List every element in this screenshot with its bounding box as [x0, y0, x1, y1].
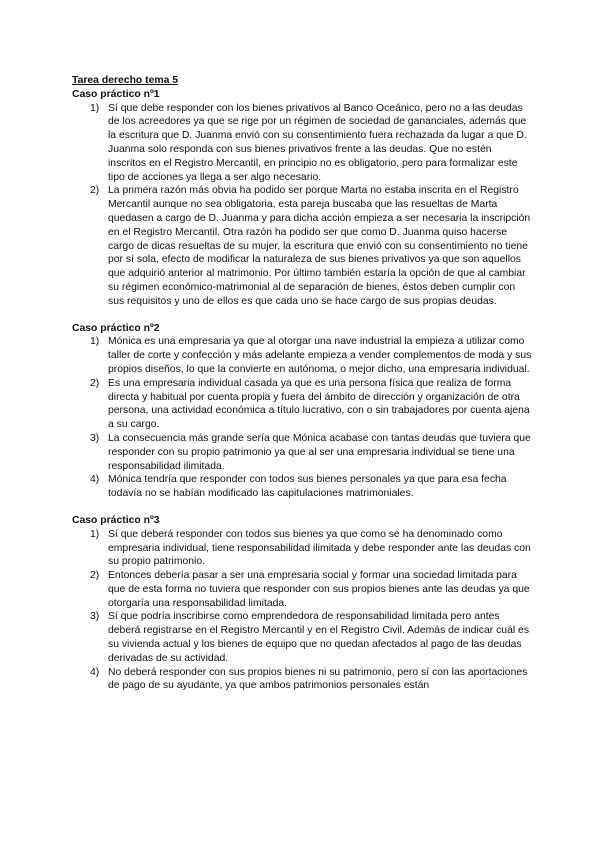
- answer-text: Sí que deberá responder con todos sus bienes ya que como se ha denominado como empresaria individual, tiene responsabilidad ilimitada y debe responder ante las deudas con su propio patrimonio.: [108, 528, 531, 568]
- answer-list: [72, 528, 532, 694]
- case-heading: Caso práctico nº3: [72, 514, 160, 526]
- answer-text: Sí que debe responder con los bienes privativos al Banco Oceánico, pero no a las deudas de los acreedores ya que se rige por un régimen de sociedad de gananciales, además que la escritura que D. Juanma envió con su consentimiento fuera rechazada da lugar a que D. Juanma solo responda con sus bienes privativos frente a las deudas. Que no estén inscritos en el Registro Mercantil, en principio no es obligatorio, pero para formalizar este tipo de acciones ya llega a ser algo necesario.: [108, 102, 527, 183]
- answer-number: 4): [90, 474, 100, 486]
- answer-text: Es una empresaria individual casada ya que es una persona física que realiza de forma directa y habitual por cuenta propia y fuera del ámbito de dirección y organización de otra persona, una actividad económica a título lucrativo, con o sin trabajadores por cuenta ajena a su cargo.: [108, 377, 530, 431]
- answer-item: [72, 377, 532, 432]
- answer-number: 4): [90, 666, 100, 678]
- document-body: [72, 74, 532, 693]
- answer-item: [72, 528, 532, 569]
- case-section-3: [72, 514, 532, 693]
- answer-item: [72, 432, 532, 473]
- answer-list: [72, 102, 532, 309]
- case-section-1: [72, 88, 532, 309]
- answer-text: Mónica tendría que responder con todos sus bienes personales ya que para esa fecha todavía no se habían modificado las capitulaciones matrimoniales.: [108, 474, 507, 500]
- answer-text: La primera razón más obvia ha podido ser porque Marta no estaba inscrita en el Registro Mercantil aunque no sea obligatoria, esta pareja buscaba que las resueltas de Marta quedasen a cargo de D. Juanma y para dicha acción empieza a ser necesaria la inscripción en el Registro Mercantil. Otra razón ha podido ser que como D. Juanma quiso hacerse cargo de dicas resueltas de su mujer, la escritura que envió con su consentimiento no tiene por sí sola, efecto de modificar la naturaleza de sus bienes privativos ya que son aquellos que adquirió anterior al matrimonio. Por último también estaría la opción de que al cambiar su régimen económico-matrimonial al de separación de bienes, éstos deben cumplir con sus requisitos y uno de ellos es que cada uno se hace cargo de sus propias deudas.: [108, 185, 531, 307]
- document-title: Tarea derecho tema 5: [72, 75, 179, 86]
- answer-number: 3): [90, 611, 100, 623]
- answer-item: [72, 569, 532, 610]
- answer-item: [72, 666, 532, 694]
- answer-text: Mónica es una empresaria ya que al otorgar una nave industrial la empieza a utilizar como taller de corte y confección y más adelante empieza a vender complementos de moda y sus propios diseños, lo que la convierte en autónoma, o mejor dicho, una empresaria individual.: [108, 336, 532, 375]
- answer-item: [72, 473, 532, 501]
- answer-item: [72, 184, 532, 308]
- answer-item: [72, 102, 532, 185]
- answer-item: [72, 610, 532, 665]
- answer-text: Entonces debería pasar a ser una empresaria social y formar una sociedad limitada para que de esta forma no tuviera que responder con sus propios bienes ante las deudas ya que otorgaría una responsabilidad limitada.: [108, 570, 530, 609]
- case-heading: Caso práctico nº1: [72, 88, 160, 100]
- answer-item: [72, 335, 532, 376]
- answer-number: 3): [90, 432, 100, 444]
- answer-list: [72, 335, 532, 501]
- answer-text: La consecuencia más grande sería que Mónica acabase con tantas deudas que tuviera que responder con su propio patrimonio ya que al ser una empresaria individual se tiene una responsabilidad ilimitada.: [108, 432, 531, 472]
- answer-text: Sí que podría inscribirse como emprendedora de responsabilidad limitada pero antes deberá registrarse en el Registro Mercantil y en el Registro Civil. Además de indicar cuál es su vivienda actual y los bienes de equipo que no quedan afectados al pago de las deudas derivadas de su actividad.: [108, 611, 530, 664]
- answer-number: 1): [90, 528, 100, 540]
- answer-number: 2): [90, 185, 100, 197]
- answer-number: 2): [90, 377, 100, 389]
- case-heading: Caso práctico nº2: [72, 322, 160, 334]
- answer-number: 2): [90, 570, 100, 582]
- answer-number: 1): [90, 102, 100, 114]
- answer-text: No deberá responder con sus propios bienes ni su patrimonio, pero sí con las aportaciones de pago de su ayudante, ya que ambos patrimonios personales están: [108, 666, 528, 692]
- case-section-2: [72, 322, 532, 501]
- answer-number: 1): [90, 336, 100, 348]
